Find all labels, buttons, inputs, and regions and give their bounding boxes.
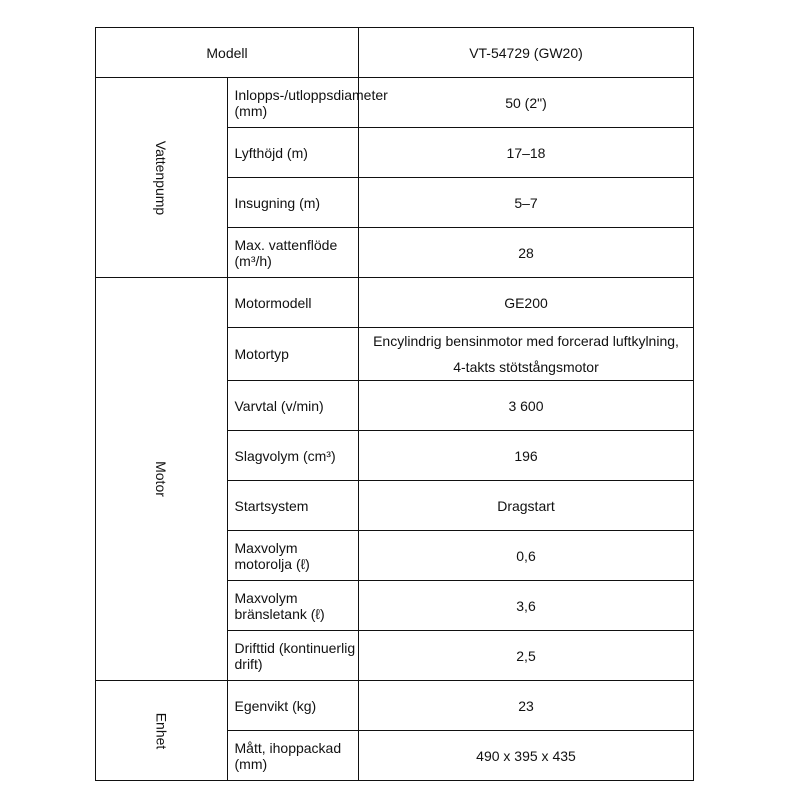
row-value: Dragstart — [359, 481, 694, 531]
category-motor — [96, 278, 228, 681]
row-value: 3,6 — [359, 581, 694, 631]
row-value: 5–7 — [359, 178, 694, 228]
row-value: 50 (2") — [359, 78, 694, 128]
table-row — [96, 681, 694, 731]
row-value: 2,5 — [359, 631, 694, 681]
category-vattenpump — [96, 78, 228, 278]
spec-table — [95, 27, 694, 781]
category-label: Enhet — [153, 712, 170, 749]
table-row — [96, 278, 694, 328]
table-row — [96, 78, 694, 128]
row-label: Mått, ihoppackad (mm) — [227, 731, 359, 781]
row-label: Motortyp — [227, 328, 359, 381]
row-label: Egenvikt (kg) — [227, 681, 359, 731]
row-value-line: 4-takts stötstångsmotor — [453, 359, 599, 375]
row-value — [359, 328, 694, 381]
header-label: Modell — [96, 28, 359, 78]
row-value: 28 — [359, 228, 694, 278]
row-value: GE200 — [359, 278, 694, 328]
header-row — [96, 28, 694, 78]
row-value: 196 — [359, 431, 694, 481]
row-label: Drifttid (kontinuerlig drift) — [227, 631, 359, 681]
row-value: 490 x 395 x 435 — [359, 731, 694, 781]
row-value: 0,6 — [359, 531, 694, 581]
row-value: 23 — [359, 681, 694, 731]
row-value: 17–18 — [359, 128, 694, 178]
category-enhet — [96, 681, 228, 781]
row-label: Startsystem — [227, 481, 359, 531]
row-label: Lyfthöjd (m) — [227, 128, 359, 178]
category-label: Motor — [153, 461, 170, 497]
row-value: 3 600 — [359, 381, 694, 431]
header-value: VT-54729 (GW20) — [359, 28, 694, 78]
row-value-line: Encylindrig bensinmotor med forcerad luftkylning, — [373, 333, 679, 349]
row-label: Slagvolym (cm³) — [227, 431, 359, 481]
row-label: Insugning (m) — [227, 178, 359, 228]
row-label: Maxvolym bränsletank (ℓ) — [227, 581, 359, 631]
row-label: Inlopps-/utloppsdiameter (mm) — [227, 78, 359, 128]
row-label: Maxvolym motorolja (ℓ) — [227, 531, 359, 581]
row-label: Varvtal (v/min) — [227, 381, 359, 431]
category-label: Vattenpump — [153, 140, 170, 215]
row-label: Motormodell — [227, 278, 359, 328]
row-label: Max. vattenflöde (m³/h) — [227, 228, 359, 278]
